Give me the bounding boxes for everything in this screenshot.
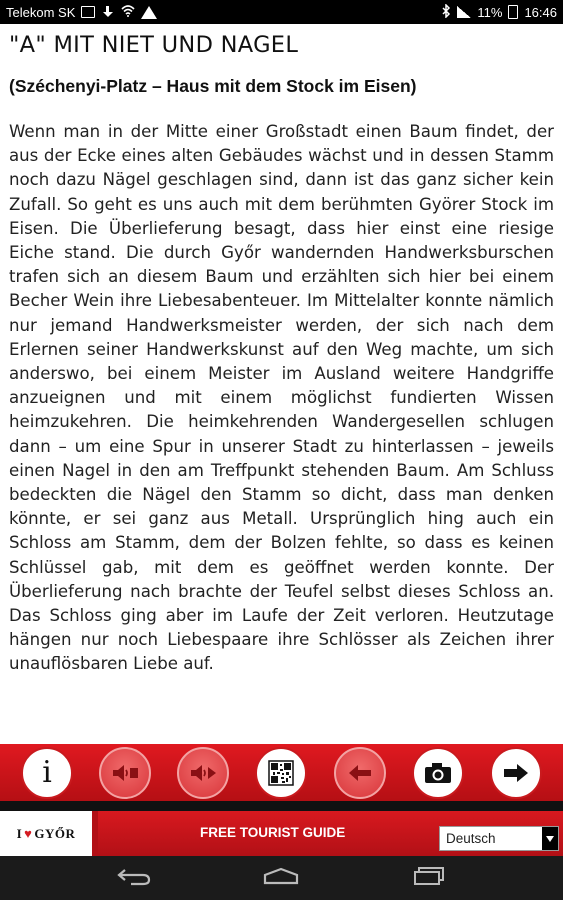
back-icon <box>117 866 151 890</box>
chevron-down-icon <box>542 827 558 850</box>
image-icon <box>81 6 95 18</box>
article-subtitle: (Széchenyi-Platz – Haus mit dem Stock im Eisen) <box>9 76 417 96</box>
language-value: Deutsch <box>446 831 496 846</box>
back-button[interactable] <box>334 747 386 799</box>
info-button[interactable] <box>21 747 73 799</box>
gyor-logo <box>0 811 98 856</box>
recents-icon <box>413 866 445 890</box>
download-icon <box>101 6 115 18</box>
article-body: Wenn man in der Mitte einer Großstadt einen Baum findet, der aus der Ecke eines alten Gebäudes wächst und in dessen Stamm noch dazu Nägel geschlagen sind, dann ist das ganz sicher kein Zufall. So geht es uns auch mit dem berühmten Györer Stock im Eisen. Die Überlieferung besagt, dass hier einst eine riesige Eiche stand. Die durch Győr wandernden Handwerksburschen trafen sich an diesem Baum und erzählten sich hier bei einem Becher Wein ihre Liebesabenteuer. Im Mittelalter konnte nämlich nur jemand Handwerksmeister werden, der sich nach dem Erlernen seiner Handwerkskunst auf den Weg machte, um sich anderswo, bei einem Meister im Ausland weitere Handgriffe anzueignen und mit einem möglichst fundierten Wissen heimzukehren. Die heimkehrenden Wandergesellen schlugen dann – um eine Spur in unserer Stadt zu hinterlassen – jeweils einen Nagel in den am Treffpunkt stehenden Baum. Am Schluss bedeckten die Nägel den Stamm so dicht, dass man denken könnte, er sei ganz aus Metall. Ursprünglich hing auch ein Schloss am Stamm, dem der Bolzen fehlte, so dass es keinen Schlüssel gab, mit dem es geöffnet werden konnte. Der Überlieferung nach brachte der Teufel selbst dieses Schloss an. Das Schloss ging aber im Laufe der Zeit verloren. Heutzutage hängen nur noch Liebespaare ihre Schlösser als Zeichen ihrer unauflösbaren Liebe auf. <box>9 122 554 674</box>
action-toolbar <box>0 744 563 801</box>
qr-code-button[interactable] <box>255 747 307 799</box>
forward-button[interactable] <box>490 747 542 799</box>
info-icon: i <box>42 755 52 790</box>
camera-button[interactable] <box>412 747 464 799</box>
logo-prefix: I <box>16 825 23 841</box>
qr-code-icon <box>268 760 294 786</box>
status-bar <box>0 0 563 24</box>
logo-city: GYŐR <box>34 825 76 841</box>
battery-percent: 11% <box>477 4 503 20</box>
camera-icon <box>424 762 452 784</box>
clock: 16:46 <box>524 4 557 20</box>
tourist-guide-label: FREE TOURIST GUIDE <box>200 825 346 840</box>
article-title: "A" MIT NIET UND NAGEL <box>9 32 299 58</box>
wifi-icon <box>121 5 135 20</box>
audio-play-button[interactable] <box>177 747 229 799</box>
nav-recents-button[interactable] <box>404 863 454 893</box>
audio-stop-icon <box>110 763 140 783</box>
divider <box>0 801 563 811</box>
signal-icon <box>457 6 471 18</box>
carrier-label: Telekom SK <box>6 4 76 20</box>
heart-icon: ♥ <box>24 825 33 841</box>
article-content <box>0 24 563 744</box>
bluetooth-icon <box>441 4 451 21</box>
audio-play-icon <box>188 763 218 783</box>
battery-icon <box>508 5 518 19</box>
footer-bar <box>0 811 563 856</box>
navigation-bar <box>0 856 563 900</box>
warning-icon <box>141 6 157 19</box>
audio-stop-button[interactable] <box>99 747 151 799</box>
back-arrow-icon <box>348 764 372 782</box>
forward-arrow-icon <box>503 763 529 783</box>
nav-home-button[interactable] <box>256 863 306 893</box>
language-select[interactable] <box>439 826 559 851</box>
nav-back-button[interactable] <box>109 863 159 893</box>
home-icon <box>263 867 299 889</box>
